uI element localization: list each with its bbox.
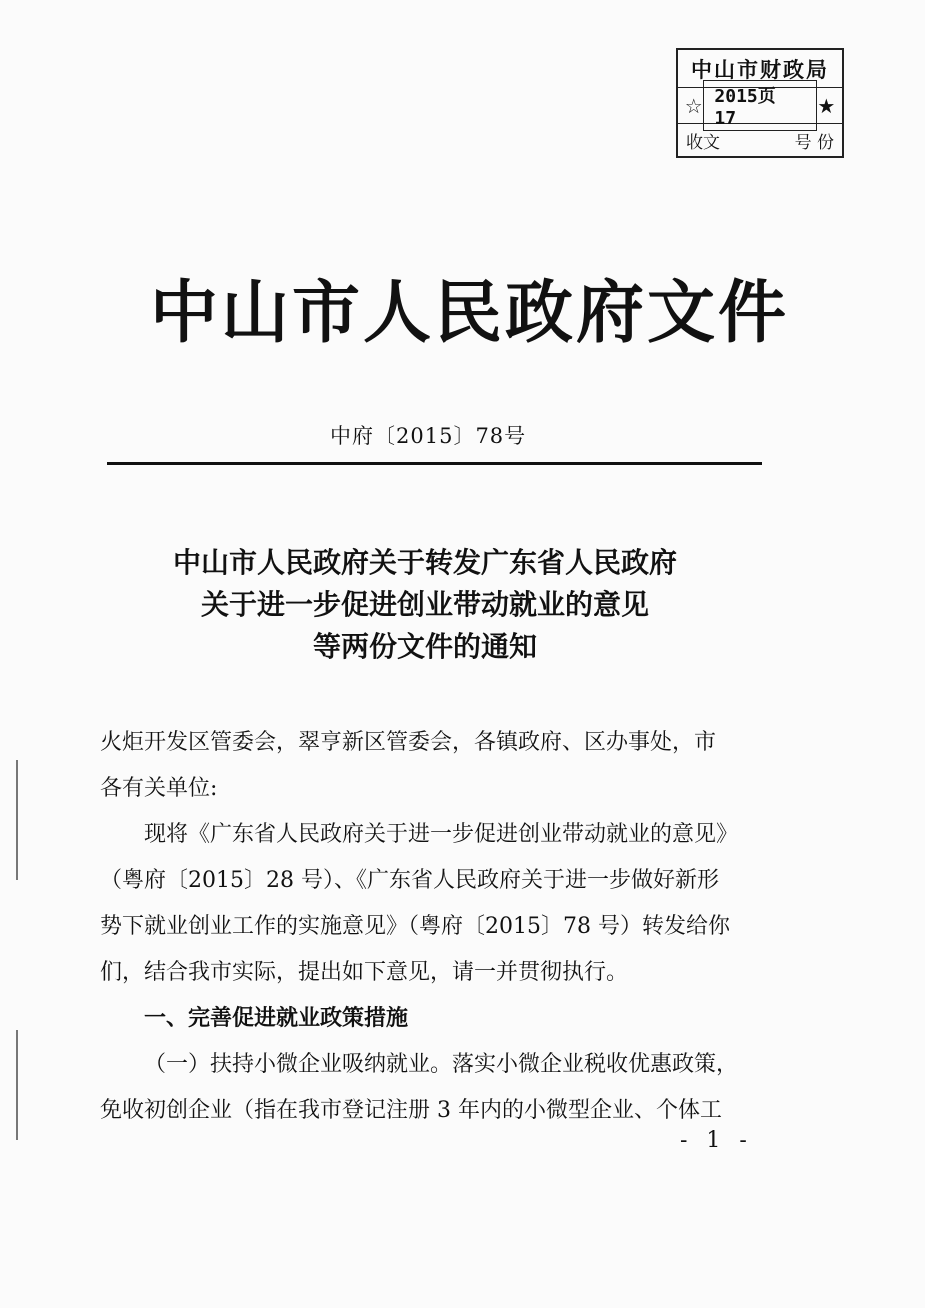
star-outline-icon: ☆ [684, 93, 703, 118]
stamp-field-row [678, 124, 842, 156]
binding-mark [16, 1030, 18, 1140]
notice-title-line: 等两份文件的通知 [312, 630, 537, 663]
addressee-line: 各有关单位: [100, 776, 218, 801]
document-header-title: 中山市人民政府文件 [150, 273, 790, 353]
notice-title-line: 中山市人民政府关于转发广东省人民政府 [172, 546, 677, 579]
section-heading: 一、完善促进就业政策措施 [144, 1006, 409, 1031]
star-filled-icon: ★ [817, 93, 836, 118]
stamp-agency: 中山市财政局 [691, 56, 829, 82]
page-number: - 1 - [680, 1128, 753, 1153]
paragraph-line: 们，结合我市实际，提出如下意见，请一并贯彻执行。 [100, 960, 629, 985]
addressee-line: 火炬开发区管委会，翠亨新区管委会，各镇政府、区办事处，市 [100, 730, 717, 755]
paragraph-line: 免收初创企业（指在我市登记注册 3 年内的小微型企业、个体工 [100, 1098, 722, 1123]
stamp-receipt-number: 2015页 17 [703, 80, 816, 131]
header-divider [107, 462, 762, 465]
stamp-left-label: 收文 [686, 132, 720, 153]
paragraph-line: （一）扶持小微企业吸纳就业。落实小微企业税收优惠政策， [144, 1052, 739, 1077]
paragraph-line: （粤府〔2015〕28 号）、《广东省人民政府关于进一步做好新形 [100, 868, 719, 893]
stamp-number-row [678, 86, 842, 129]
notice-title [100, 542, 750, 668]
stamp-right-label: 号 份 [794, 132, 834, 153]
document-body [100, 720, 775, 1134]
paragraph-line: 现将《广东省人民政府关于进一步促进创业带动就业的意见》 [144, 822, 739, 847]
paragraph-line: 势下就业创业工作的实施意见》（粤府〔2015〕78 号）转发给你 [100, 914, 730, 939]
receipt-stamp [676, 48, 844, 158]
binding-mark [16, 760, 18, 880]
document-number: 中府〔2015〕78号 [330, 424, 527, 448]
notice-title-line: 关于进一步促进创业带动就业的意见 [200, 588, 649, 621]
